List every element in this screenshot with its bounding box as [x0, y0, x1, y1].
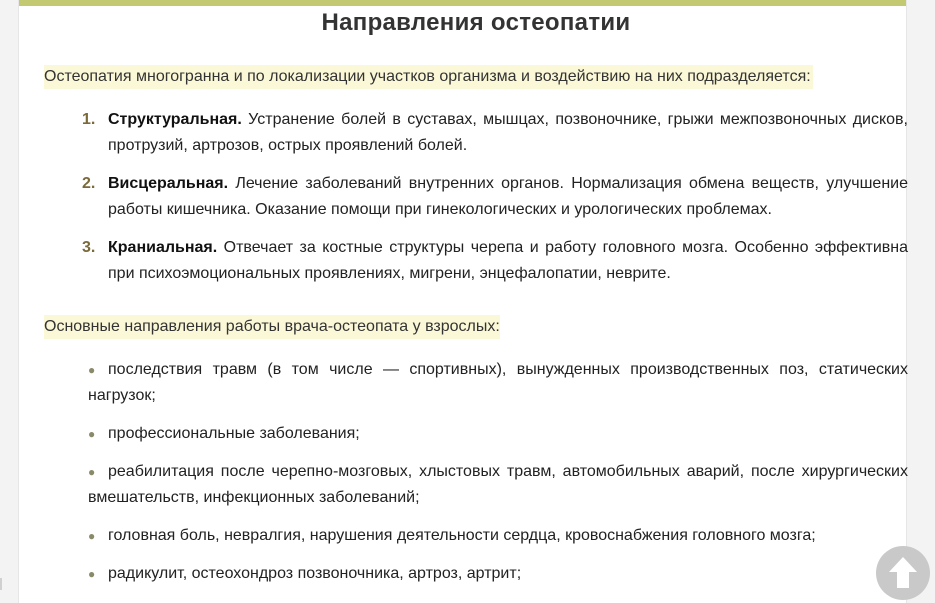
list-item-text: радикулит, остеохондроз позвоночника, артроз, артрит; — [108, 565, 522, 582]
list-item-text: реабилитация после черепно-мозговых, хлыстовых травм, автомобильных аварий, после хирургических вмешательств, инфекционных заболеваний; — [88, 463, 908, 506]
direction-text: Устранение болей в суставах, мышцах, позвоночнике, грыжи межпозвоночных дисков, протрузий, артрозов, острых проявлений болей. — [108, 111, 908, 154]
direction-item — [44, 171, 908, 223]
intro-highlight: Остеопатия многогранна и по локализации участков организма и воздействию на них подразделяется: — [44, 65, 813, 89]
bullet-icon: ● — [88, 529, 96, 543]
list-item — [44, 459, 908, 511]
direction-item — [44, 107, 908, 159]
arrow-up-icon — [883, 553, 923, 593]
adult-directions-heading: Основные направления работы врача-остеопата у взрослых: — [44, 315, 500, 339]
left-page-edge — [0, 0, 19, 603]
direction-text: Отвечает за костные структуры черепа и работу головного мозга. Особенно эффективна при психоэмоциональных проявлениях, мигрени, энцефалопатии, неврите. — [108, 239, 908, 282]
bullet-icon: ● — [88, 427, 96, 441]
direction-number: 1. — [82, 111, 96, 128]
directions-list — [44, 107, 908, 287]
list-item-text: головная боль, невралгия, нарушения деятельности сердца, кровоснабжения головного мозга; — [108, 527, 816, 544]
list-item — [44, 421, 908, 447]
list-item — [44, 523, 908, 549]
list-item — [44, 357, 908, 409]
direction-text: Лечение заболеваний внутренних органов. Нормализация обмена веществ, улучшение работы кишечника. Оказание помощи при гинекологических и урологических проблемах. — [108, 175, 908, 218]
direction-item — [44, 235, 908, 287]
direction-term: Краниальная. — [108, 239, 218, 256]
direction-number: 3. — [82, 239, 96, 256]
article-title: Направления остеопатии — [321, 9, 631, 36]
article-content — [44, 0, 908, 599]
list-item-text: профессиональные заболевания; — [108, 425, 360, 442]
direction-number: 2. — [82, 175, 96, 192]
bullet-icon: ● — [88, 465, 96, 479]
bullet-icon: ● — [88, 363, 96, 377]
right-page-edge — [906, 0, 935, 603]
left-edge-marker — [0, 578, 8, 590]
scroll-to-top-button[interactable] — [876, 546, 930, 600]
list-item — [44, 561, 908, 587]
list-item-text: последствия травм (в том числе — спортивных), вынужденных производственных поз, статических нагрузок; — [88, 361, 908, 404]
adult-directions-list — [44, 357, 908, 587]
direction-term: Висцеральная. — [108, 175, 229, 192]
bullet-icon: ● — [88, 567, 96, 581]
direction-term: Структуральная. — [108, 111, 242, 128]
